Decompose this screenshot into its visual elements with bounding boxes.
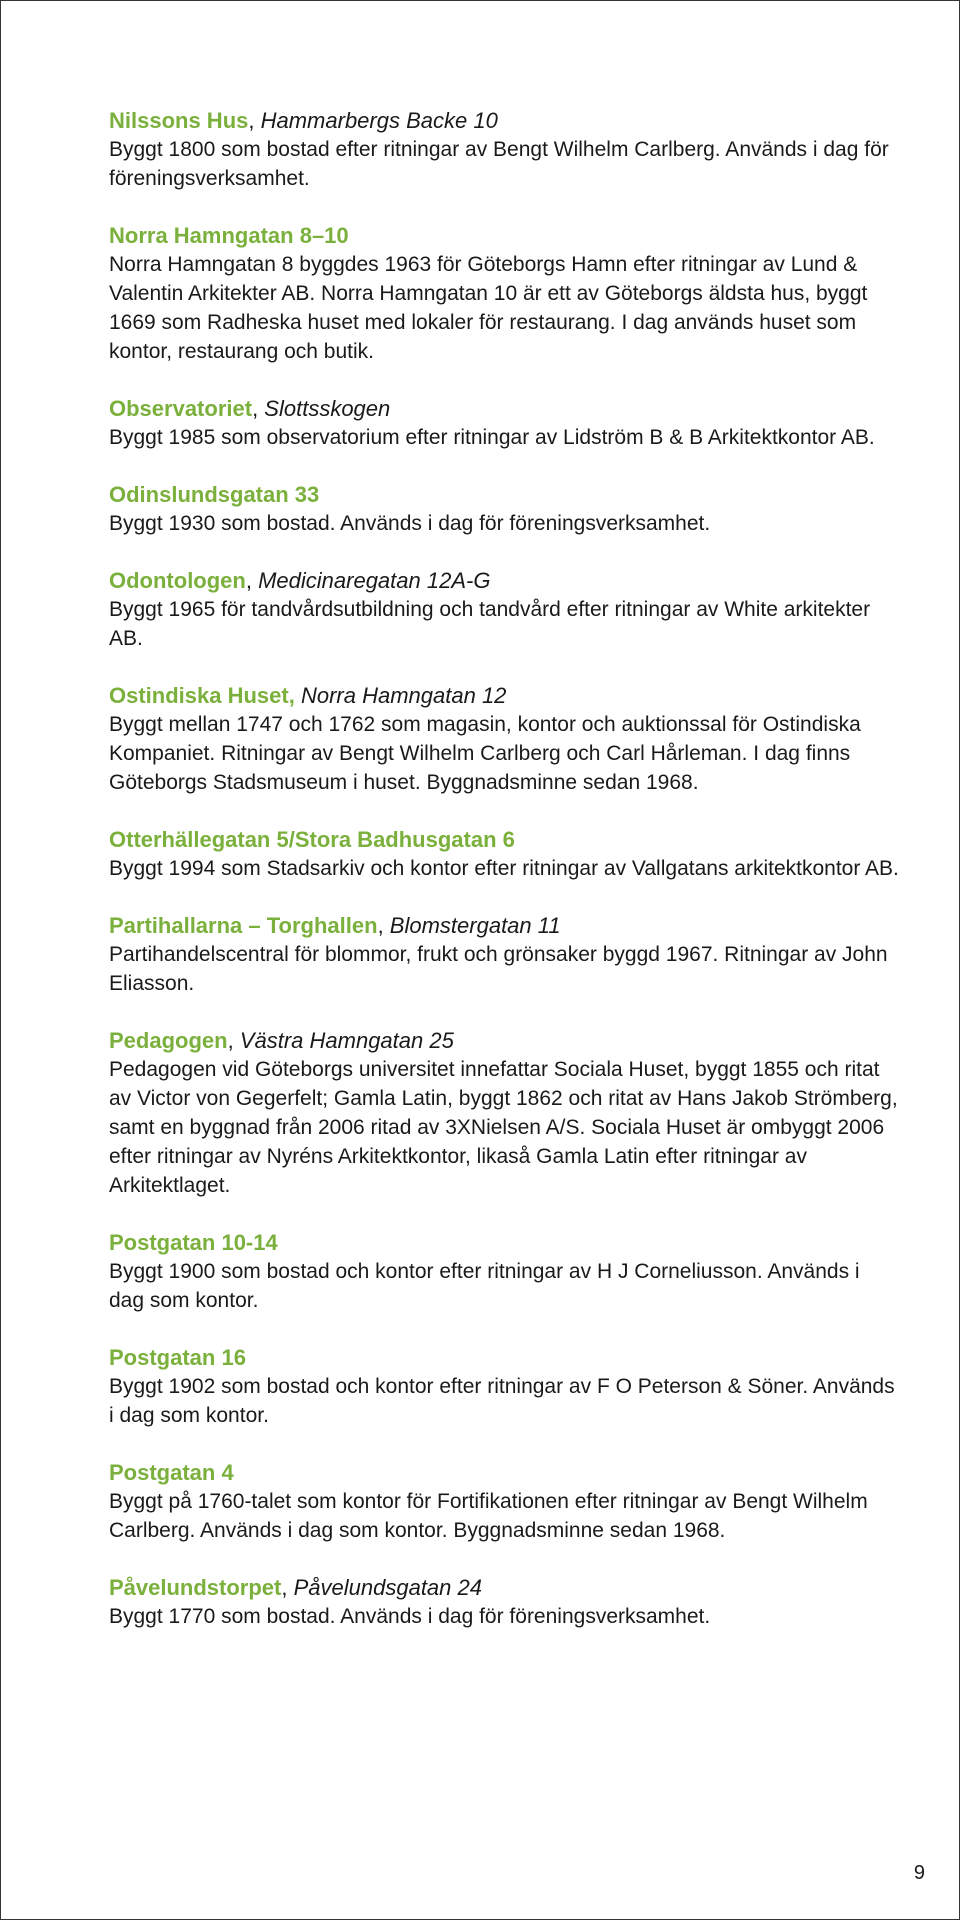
- entry-title: Odontologen: [109, 568, 246, 593]
- entry-description: Byggt 1994 som Stadsarkiv och kontor efter ritningar av Vallgatans arkitektkontor AB.: [109, 857, 899, 880]
- entry-separator: ,: [252, 396, 265, 421]
- entry-address: Blomstergatan 11: [389, 913, 561, 938]
- entry-separator: ,: [377, 913, 390, 938]
- entry-description: Byggt 1770 som bostad. Används i dag för föreningsverksamhet.: [109, 1605, 711, 1628]
- entry-description: Byggt mellan 1747 och 1762 som magasin, kontor och auktionssal för Ostindiska Kompaniet. Ritningar av Bengt Wilhelm Carlberg och Carl Hårleman. I dag finns Göteborgs Stadsmuseum i huset. Byggnadsminne sedan 1968.: [109, 713, 861, 794]
- entry-separator: ,: [281, 1575, 294, 1600]
- entry-separator: ,: [245, 568, 259, 593]
- entry-address: Västra Hamngatan 25: [239, 1028, 454, 1053]
- entry-description: Byggt 1902 som bostad och kontor efter ritningar av F O Peterson & Söner. Används i dag som kontor.: [109, 1375, 895, 1427]
- entry-title: Postgatan 10-14: [109, 1230, 278, 1255]
- entry-pavelundstorpet: [109, 1573, 899, 1631]
- entry-description: Byggt 1965 för tandvårdsutbildning och tandvård efter ritningar av White arkitekter AB.: [109, 598, 871, 650]
- entry-description: Byggt 1900 som bostad och kontor efter ritningar av H J Corneliusson. Används i dag som kontor.: [109, 1260, 860, 1312]
- entry-description: Byggt 1985 som observatorium efter ritningar av Lidström B & B Arkitektkontor AB.: [109, 426, 875, 449]
- entry-description: Byggt 1800 som bostad efter ritningar av Bengt Wilhelm Carlberg. Används i dag för föreningsverksamhet.: [109, 138, 889, 190]
- entry-heading: [109, 825, 899, 854]
- entry-description: Partihandelscentral för blommor, frukt och grönsaker byggd 1967. Ritningar av John Eliasson.: [109, 943, 888, 995]
- entry-postgatan-16: [109, 1343, 899, 1430]
- entry-norra-hamngatan-8-10: [109, 221, 899, 366]
- entry-description: Byggt 1930 som bostad. Används i dag för föreningsverksamhet.: [109, 512, 711, 535]
- entry-nilssons-hus: [109, 106, 899, 193]
- entry-title: Odinslundsgatan 33: [109, 482, 320, 507]
- entry-address: Slottsskogen: [264, 396, 391, 421]
- entry-description: Pedagogen vid Göteborgs universitet innefattar Sociala Huset, byggt 1855 och ritat av Victor von Gegerfelt; Gamla Latin, byggt 1862 och ritat av Hans Jakob Strömberg, samt en byggnad från 2006 ritad av 3XNielsen A/S. Sociala Huset är ombyggt 2006 efter ritningar av Nyréns Arkitektkontor, likaså Gamla Latin efter ritningar av Arkitektlaget.: [109, 1058, 898, 1197]
- entry-postgatan-10-14: [109, 1228, 899, 1315]
- entry-title: Partihallarna – Torghallen: [109, 913, 378, 938]
- entry-ostindiska-huset: [109, 681, 899, 797]
- entry-heading: [109, 480, 899, 509]
- entry-title: Nilssons Hus: [109, 108, 249, 133]
- entry-heading: [109, 911, 899, 940]
- entry-odontologen: [109, 566, 899, 653]
- entry-partihallarna: [109, 911, 899, 998]
- entry-heading: [109, 1573, 899, 1602]
- entry-heading: [109, 106, 899, 135]
- entry-otterhallegatan: [109, 825, 899, 883]
- entry-heading: [109, 221, 899, 250]
- entry-heading: [109, 681, 899, 710]
- entry-heading: [109, 566, 899, 595]
- entry-title: Observatoriet: [109, 396, 253, 421]
- entry-heading: [109, 1228, 899, 1257]
- entry-description: Byggt på 1760-talet som kontor för Fortifikationen efter ritningar av Bengt Wilhelm Carlberg. Används i dag som kontor. Byggnadsminne sedan 1968.: [109, 1490, 868, 1542]
- entry-title: Påvelundstorpet: [109, 1575, 282, 1600]
- entry-address: Hammarbergs Backe 10: [260, 108, 498, 133]
- entry-address: Påvelundsgatan 24: [293, 1575, 482, 1600]
- entry-address: Norra Hamngatan 12: [300, 683, 507, 708]
- entry-title: Pedagogen: [109, 1028, 228, 1053]
- entry-observatoriet: [109, 394, 899, 452]
- page-number: 9: [913, 1862, 925, 1884]
- entry-separator: ,: [227, 1028, 240, 1053]
- entry-list: [109, 106, 899, 1659]
- entry-title: Postgatan 16: [109, 1345, 246, 1370]
- entry-heading: [109, 1343, 899, 1372]
- entry-odinslundsgatan-33: [109, 480, 899, 538]
- entry-heading: [109, 394, 899, 423]
- entry-description: Norra Hamngatan 8 byggdes 1963 för Göteborgs Hamn efter ritningar av Lund & Valentin Arkitekter AB. Norra Hamngatan 10 är ett av Göteborgs äldsta hus, byggt 1669 som Radheska huset med lokaler för restaurang. I dag används huset som kontor, restaurang och butik.: [109, 253, 868, 363]
- entry-postgatan-4: [109, 1458, 899, 1545]
- entry-heading: [109, 1026, 899, 1055]
- entry-title: Ostindiska Huset,: [109, 683, 295, 708]
- entry-title: Postgatan 4: [109, 1460, 234, 1485]
- entry-separator: ,: [248, 108, 261, 133]
- entry-pedagogen: [109, 1026, 899, 1200]
- entry-heading: [109, 1458, 899, 1487]
- entry-address: Medicinaregatan 12A-G: [258, 568, 491, 593]
- entry-title: Norra Hamngatan 8–10: [109, 223, 349, 248]
- entry-title: Otterhällegatan 5/Stora Badhusgatan 6: [109, 827, 515, 852]
